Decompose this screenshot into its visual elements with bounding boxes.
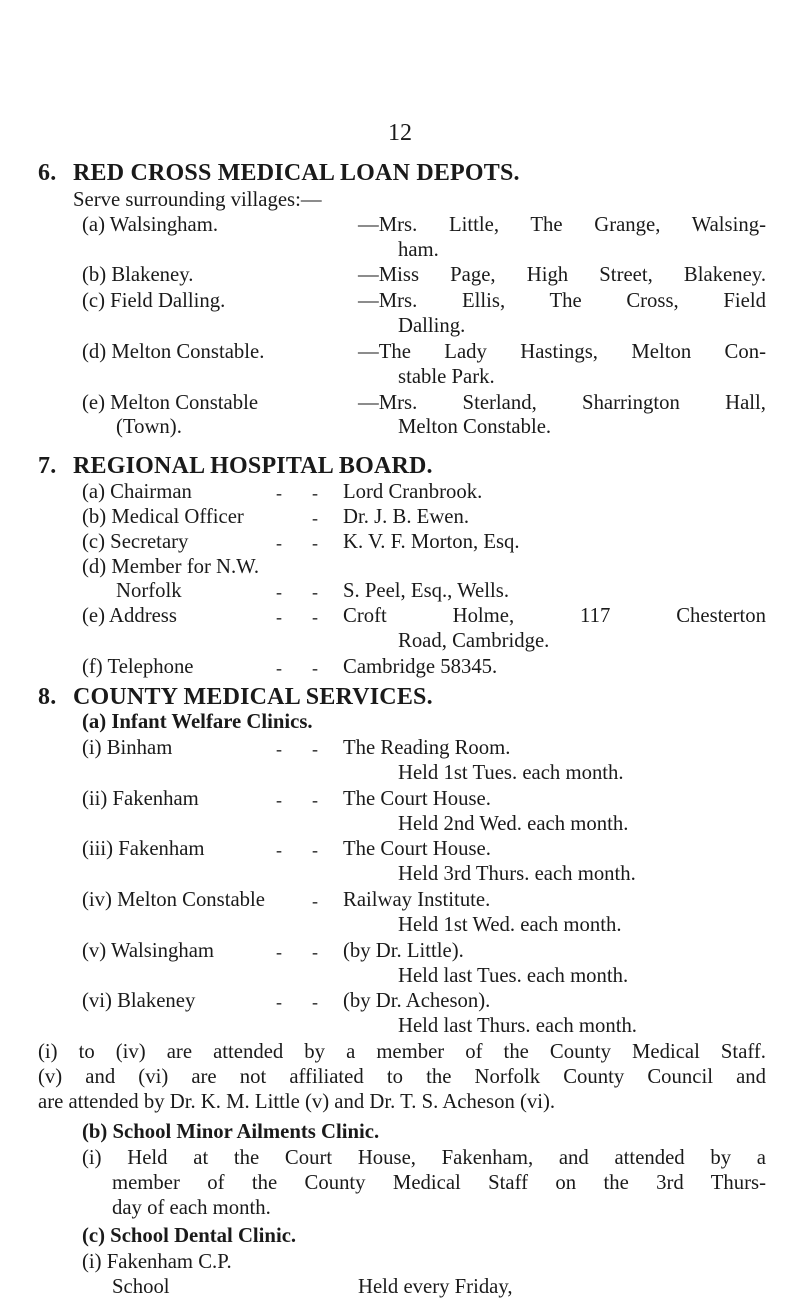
- ditto-mark: -: [276, 840, 282, 861]
- s8-sub-a-heading: (a) Infant Welfare Clinics.: [82, 711, 313, 734]
- s6-c-value-cont: Dalling.: [398, 315, 466, 338]
- clinic-1-label: (i) Binham: [82, 737, 173, 760]
- ditto-mark: -: [312, 840, 318, 861]
- ditto-mark: -: [276, 738, 282, 759]
- clinic-4-label: (iv) Melton Constable: [82, 889, 265, 912]
- s6-e-value-cont: Melton Constable.: [398, 416, 552, 439]
- clinic-1-place: The Reading Room.: [343, 737, 511, 760]
- ditto-mark: -: [312, 738, 318, 759]
- ditto-mark: -: [312, 657, 318, 678]
- section-8-heading: COUNTY MEDICAL SERVICES.: [73, 683, 433, 710]
- s6-b-value: —Miss Page, High Street, Blakeney.: [358, 264, 766, 287]
- ditto-mark: -: [276, 482, 282, 503]
- s8-sub-c-line2: School: [112, 1276, 170, 1299]
- clinic-2-label: (ii) Fakenham: [82, 787, 199, 810]
- s8-sub-b-line3: day of each month.: [112, 1196, 271, 1219]
- note-affiliation: (v) and (vi) are not affiliated to the Norfolk County Council and: [38, 1065, 766, 1088]
- s6-d-label: (d) Melton Constable.: [82, 340, 265, 363]
- section-6-number: 6.: [38, 160, 57, 187]
- clinic-6-label: (vi) Blakeney: [82, 990, 196, 1013]
- clinic-2-held: Held 2nd Wed. each month.: [398, 812, 629, 835]
- s7-a-value: Lord Cranbrook.: [343, 480, 483, 503]
- ditto-mark: -: [276, 607, 282, 628]
- s8-sub-c-line1: (i) Fakenham C.P.: [82, 1251, 232, 1274]
- ditto-mark: -: [276, 941, 282, 962]
- s7-a-label: (a) Chairman: [82, 480, 192, 503]
- section-6-intro: Serve surrounding villages:—: [73, 188, 322, 211]
- section-8-number: 8.: [38, 683, 57, 710]
- s6-d-value: —The Lady Hastings, Melton Con-: [358, 340, 766, 363]
- s7-e-label: (e) Address: [82, 605, 177, 628]
- s6-e-label-cont: (Town).: [116, 416, 182, 439]
- s7-d-value: S. Peel, Esq., Wells.: [343, 580, 510, 603]
- clinic-1-held: Held 1st Tues. each month.: [398, 761, 624, 784]
- s6-c-label: (c) Field Dalling.: [82, 290, 226, 313]
- s7-b-label: (b) Medical Officer: [82, 505, 244, 528]
- s6-d-value-cont: stable Park.: [398, 365, 495, 388]
- clinic-4-place: Railway Institute.: [343, 889, 491, 912]
- s7-f-label: (f) Telephone: [82, 655, 194, 678]
- s7-c-label: (c) Secretary: [82, 530, 189, 553]
- s8-sub-c-heading: (c) School Dental Clinic.: [82, 1225, 297, 1248]
- s7-e-value-cont: Road, Cambridge.: [398, 630, 550, 653]
- section-6-heading: RED CROSS MEDICAL LOAN DEPOTS.: [73, 160, 520, 187]
- ditto-mark: -: [312, 890, 318, 911]
- ditto-mark: -: [312, 941, 318, 962]
- ditto-mark: -: [312, 992, 318, 1013]
- s7-d-label-cont: Norfolk: [116, 580, 182, 603]
- section-7-heading: REGIONAL HOSPITAL BOARD.: [73, 453, 433, 480]
- clinic-3-held: Held 3rd Thurs. each month.: [398, 863, 636, 886]
- ditto-mark: -: [312, 582, 318, 603]
- s6-a-value-cont: ham.: [398, 238, 439, 261]
- s8-sub-b-line2: member of the County Medical Staff on the 3rd Thurs-: [112, 1171, 766, 1194]
- section-7-number: 7.: [38, 453, 57, 480]
- ditto-mark: -: [312, 482, 318, 503]
- note-staff: (i) to (iv) are attended by a member of the County Medical Staff.: [38, 1041, 766, 1064]
- note-affiliation-cont: are attended by Dr. K. M. Little (v) and Dr. T. S. Acheson (vi).: [38, 1090, 556, 1113]
- s7-b-value: Dr. J. B. Ewen.: [343, 505, 470, 528]
- clinic-4-held: Held 1st Wed. each month.: [398, 913, 622, 936]
- clinic-5-place: (by Dr. Little).: [343, 939, 464, 962]
- s8-sub-b-heading: (b) School Minor Ailments Clinic.: [82, 1121, 380, 1144]
- s8-sub-c-value: Held every Friday,: [358, 1276, 513, 1299]
- s7-c-value: K. V. F. Morton, Esq.: [343, 530, 520, 553]
- ditto-mark: -: [276, 992, 282, 1013]
- clinic-6-place: (by Dr. Acheson).: [343, 990, 491, 1013]
- ditto-mark: -: [276, 657, 282, 678]
- s7-f-value: Cambridge 58345.: [343, 655, 498, 678]
- page-number: 12: [388, 119, 412, 146]
- s6-c-value: —Mrs. Ellis, The Cross, Field: [358, 290, 766, 313]
- ditto-mark: -: [312, 789, 318, 810]
- s6-a-value: —Mrs. Little, The Grange, Walsing-: [358, 213, 766, 236]
- s6-e-label: (e) Melton Constable: [82, 391, 259, 414]
- clinic-3-place: The Court House.: [343, 838, 491, 861]
- ditto-mark: -: [276, 582, 282, 603]
- ditto-mark: -: [312, 507, 318, 528]
- ditto-mark: -: [312, 607, 318, 628]
- s7-e-value: Croft Holme, 117 Chesterton: [343, 605, 766, 628]
- clinic-2-place: The Court House.: [343, 787, 491, 810]
- clinic-3-label: (iii) Fakenham: [82, 838, 205, 861]
- clinic-5-held: Held last Tues. each month.: [398, 964, 629, 987]
- clinic-5-label: (v) Walsingham: [82, 939, 215, 962]
- s6-a-label: (a) Walsingham.: [82, 213, 219, 236]
- ditto-mark: -: [312, 532, 318, 553]
- s7-d-label: (d) Member for N.W.: [82, 555, 260, 578]
- s6-b-label: (b) Blakeney.: [82, 264, 194, 287]
- clinic-6-held: Held last Thurs. each month.: [398, 1015, 637, 1038]
- s6-e-value: —Mrs. Sterland, Sharrington Hall,: [358, 391, 766, 414]
- ditto-mark: -: [276, 789, 282, 810]
- s8-sub-b-line1: (i) Held at the Court House, Fakenham, and attended by a: [82, 1147, 766, 1170]
- ditto-mark: -: [276, 532, 282, 553]
